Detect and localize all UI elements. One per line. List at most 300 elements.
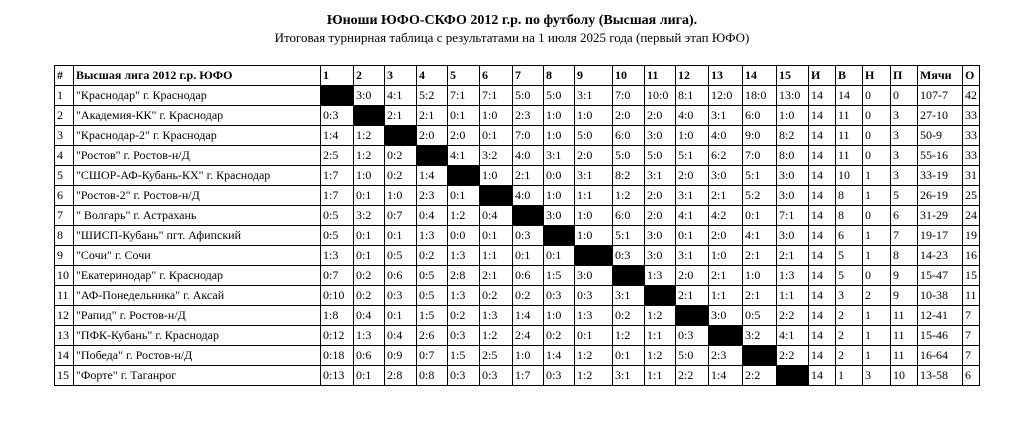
goals-cell: 27-10 <box>918 106 963 126</box>
result-cell: 3:1 <box>676 186 709 206</box>
result-cell: 1:2 <box>645 346 676 366</box>
team-name-cell: "Сочи" г. Сочи <box>74 246 321 266</box>
team-name-cell: "Рапид" г. Ростов-н/Д <box>74 306 321 326</box>
result-cell: 0:4 <box>480 206 513 226</box>
result-cell: 0:5 <box>385 246 417 266</box>
won-cell: 8 <box>836 206 863 226</box>
diagonal-cell <box>777 366 809 386</box>
result-cell: 1:2 <box>575 366 613 386</box>
diagonal-cell <box>743 346 777 366</box>
result-cell: 1:0 <box>709 246 743 266</box>
result-cell: 4:0 <box>709 126 743 146</box>
result-cell: 3:1 <box>544 146 575 166</box>
result-cell: 0:5 <box>743 306 777 326</box>
goals-cell: 15-47 <box>918 266 963 286</box>
column-header: 11 <box>645 66 676 86</box>
place-cell: 3 <box>55 126 74 146</box>
result-cell: 0:0 <box>448 226 480 246</box>
table-row <box>55 166 980 186</box>
place-cell: 1 <box>55 86 74 106</box>
played-cell: 14 <box>809 186 836 206</box>
result-cell: 0:2 <box>480 286 513 306</box>
result-cell: 3:0 <box>575 266 613 286</box>
place-cell: 5 <box>55 166 74 186</box>
team-name-cell: "АФ-Понедельника" г. Аксай <box>74 286 321 306</box>
played-cell: 14 <box>809 326 836 346</box>
column-header: 8 <box>544 66 575 86</box>
result-cell: 1:2 <box>613 186 645 206</box>
drawn-cell: 1 <box>863 306 891 326</box>
table-row <box>55 306 980 326</box>
result-cell: 0:3 <box>448 366 480 386</box>
column-header: 9 <box>575 66 613 86</box>
result-cell: 1:0 <box>544 306 575 326</box>
result-cell: 0:4 <box>417 206 448 226</box>
result-cell: 5:2 <box>417 86 448 106</box>
result-cell: 2:0 <box>613 106 645 126</box>
played-cell: 14 <box>809 266 836 286</box>
goals-cell: 55-16 <box>918 146 963 166</box>
result-cell: 1:2 <box>645 306 676 326</box>
result-cell: 2:1 <box>743 246 777 266</box>
column-header: О <box>963 66 980 86</box>
result-cell: 2:2 <box>743 366 777 386</box>
played-cell: 14 <box>809 366 836 386</box>
points-cell: 11 <box>963 286 980 306</box>
lost-cell: 5 <box>891 186 918 206</box>
result-cell: 5:0 <box>676 346 709 366</box>
result-cell: 2:0 <box>417 126 448 146</box>
result-cell: 4:1 <box>777 326 809 346</box>
team-name-cell: "Ростов-2" г. Ростов-н/Д <box>74 186 321 206</box>
won-cell: 8 <box>836 186 863 206</box>
diagonal-cell <box>321 86 354 106</box>
result-cell: 2:2 <box>777 306 809 326</box>
played-cell: 14 <box>809 126 836 146</box>
played-cell: 14 <box>809 146 836 166</box>
table-row <box>55 186 980 206</box>
result-cell: 1:0 <box>676 126 709 146</box>
result-cell: 2:1 <box>709 186 743 206</box>
result-cell: 1:3 <box>448 286 480 306</box>
result-cell: 0:3 <box>544 286 575 306</box>
result-cell: 1:0 <box>354 166 385 186</box>
result-cell: 3:1 <box>709 106 743 126</box>
result-cell: 3:0 <box>645 226 676 246</box>
result-cell: 1:2 <box>480 326 513 346</box>
team-name-cell: "Ростов" г. Ростов-н/Д <box>74 146 321 166</box>
result-cell: 0:2 <box>385 166 417 186</box>
played-cell: 14 <box>809 206 836 226</box>
place-cell: 15 <box>55 366 74 386</box>
result-cell: 18:0 <box>743 86 777 106</box>
result-cell: 6:2 <box>709 146 743 166</box>
points-cell: 33 <box>963 126 980 146</box>
result-cell: 2:3 <box>417 186 448 206</box>
result-cell: 1:1 <box>645 326 676 346</box>
lost-cell: 7 <box>891 226 918 246</box>
table-row <box>55 366 980 386</box>
goals-cell: 26-19 <box>918 186 963 206</box>
points-cell: 31 <box>963 166 980 186</box>
result-cell: 1:0 <box>544 126 575 146</box>
result-cell: 1:1 <box>480 246 513 266</box>
played-cell: 14 <box>809 246 836 266</box>
points-cell: 16 <box>963 246 980 266</box>
result-cell: 0:2 <box>417 246 448 266</box>
result-cell: 0:4 <box>385 326 417 346</box>
result-cell: 0:13 <box>321 366 354 386</box>
result-cell: 3:0 <box>645 246 676 266</box>
result-cell: 3:1 <box>613 286 645 306</box>
result-cell: 1:3 <box>777 266 809 286</box>
column-header: 15 <box>777 66 809 86</box>
result-cell: 0:1 <box>676 226 709 246</box>
result-cell: 9:0 <box>743 126 777 146</box>
result-cell: 2:5 <box>480 346 513 366</box>
column-header: 3 <box>385 66 417 86</box>
place-cell: 4 <box>55 146 74 166</box>
drawn-cell: 1 <box>863 186 891 206</box>
table-row <box>55 346 980 366</box>
points-cell: 7 <box>963 326 980 346</box>
result-cell: 1:1 <box>777 286 809 306</box>
result-cell: 4:1 <box>676 206 709 226</box>
result-cell: 2:3 <box>513 106 544 126</box>
team-name-cell: "Краснодар" г. Краснодар <box>74 86 321 106</box>
result-cell: 1:4 <box>544 346 575 366</box>
result-cell: 2:8 <box>448 266 480 286</box>
result-cell: 0:1 <box>354 226 385 246</box>
table-row <box>55 286 980 306</box>
result-cell: 1:2 <box>613 326 645 346</box>
table-row <box>55 246 980 266</box>
result-cell: 1:7 <box>321 186 354 206</box>
result-cell: 2:3 <box>709 346 743 366</box>
drawn-cell: 1 <box>863 246 891 266</box>
drawn-cell: 1 <box>863 166 891 186</box>
result-cell: 0:3 <box>448 326 480 346</box>
played-cell: 14 <box>809 346 836 366</box>
result-cell: 0:7 <box>417 346 448 366</box>
result-cell: 0:7 <box>385 206 417 226</box>
result-cell: 2:1 <box>777 246 809 266</box>
result-cell: 1:3 <box>448 246 480 266</box>
result-cell: 2:0 <box>575 146 613 166</box>
won-cell: 5 <box>836 266 863 286</box>
place-cell: 6 <box>55 186 74 206</box>
points-cell: 7 <box>963 346 980 366</box>
result-cell: 2:1 <box>385 106 417 126</box>
result-cell: 0:2 <box>544 326 575 346</box>
diagonal-cell <box>709 326 743 346</box>
result-cell: 3:1 <box>645 166 676 186</box>
result-cell: 1:0 <box>480 166 513 186</box>
team-name-cell: "Форте" г. Таганрог <box>74 366 321 386</box>
points-cell: 6 <box>963 366 980 386</box>
result-cell: 0:3 <box>575 286 613 306</box>
result-cell: 6:0 <box>743 106 777 126</box>
result-cell: 3:0 <box>777 186 809 206</box>
result-cell: 0:2 <box>613 306 645 326</box>
won-cell: 2 <box>836 306 863 326</box>
lost-cell: 11 <box>891 346 918 366</box>
result-cell: 3:2 <box>354 206 385 226</box>
result-cell: 0:1 <box>448 106 480 126</box>
document-subtitle: Итоговая турнирная таблица с результатами на 1 июля 2025 года (первый этап ЮФО) <box>274 30 750 45</box>
result-cell: 0:3 <box>613 246 645 266</box>
lost-cell: 9 <box>891 286 918 306</box>
result-cell: 0:3 <box>676 326 709 346</box>
table-row <box>55 266 980 286</box>
place-cell: 7 <box>55 206 74 226</box>
result-cell: 3:1 <box>575 86 613 106</box>
diagonal-cell <box>645 286 676 306</box>
team-name-cell: "Победа" г. Ростов-н/Д <box>74 346 321 366</box>
result-cell: 4:0 <box>513 186 544 206</box>
won-cell: 3 <box>836 286 863 306</box>
result-cell: 0:1 <box>480 226 513 246</box>
result-cell: 2:0 <box>645 106 676 126</box>
column-header: 10 <box>613 66 645 86</box>
result-cell: 0:2 <box>448 306 480 326</box>
won-cell: 10 <box>836 166 863 186</box>
place-cell: 11 <box>55 286 74 306</box>
result-cell: 4:1 <box>743 226 777 246</box>
result-cell: 0:5 <box>417 266 448 286</box>
goals-cell: 12-41 <box>918 306 963 326</box>
result-cell: 2:5 <box>321 146 354 166</box>
diagonal-cell <box>385 126 417 146</box>
result-cell: 0:10 <box>321 286 354 306</box>
result-cell: 2:0 <box>709 226 743 246</box>
result-cell: 3:0 <box>777 166 809 186</box>
result-cell: 7:0 <box>743 146 777 166</box>
column-header: 14 <box>743 66 777 86</box>
result-cell: 3:2 <box>743 326 777 346</box>
column-header: В <box>836 66 863 86</box>
lost-cell: 8 <box>891 246 918 266</box>
result-cell: 0:6 <box>513 266 544 286</box>
result-cell: 3:2 <box>480 146 513 166</box>
team-name-cell: "Екатеринодар" г. Краснодар <box>74 266 321 286</box>
result-cell: 5:0 <box>613 146 645 166</box>
points-cell: 42 <box>963 86 980 106</box>
drawn-cell: 2 <box>863 286 891 306</box>
drawn-cell: 0 <box>863 86 891 106</box>
result-cell: 3:1 <box>575 166 613 186</box>
result-cell: 1:0 <box>743 266 777 286</box>
points-cell: 15 <box>963 266 980 286</box>
drawn-cell: 0 <box>863 266 891 286</box>
result-cell: 0:2 <box>513 286 544 306</box>
result-cell: 2:2 <box>777 346 809 366</box>
place-cell: 8 <box>55 226 74 246</box>
result-cell: 0:5 <box>321 206 354 226</box>
result-cell: 2:0 <box>676 166 709 186</box>
table-row <box>55 106 980 126</box>
won-cell: 6 <box>836 226 863 246</box>
result-cell: 0:1 <box>513 246 544 266</box>
column-header: 7 <box>513 66 544 86</box>
result-cell: 0:1 <box>743 206 777 226</box>
won-cell: 11 <box>836 106 863 126</box>
result-cell: 1:3 <box>354 326 385 346</box>
diagonal-cell <box>513 206 544 226</box>
result-cell: 0:1 <box>385 226 417 246</box>
result-cell: 13:0 <box>777 86 809 106</box>
place-cell: 13 <box>55 326 74 346</box>
table-row <box>55 206 980 226</box>
drawn-cell: 3 <box>863 366 891 386</box>
lost-cell: 3 <box>891 146 918 166</box>
team-name-cell: "Академия-КК" г. Краснодар <box>74 106 321 126</box>
result-cell: 1:2 <box>448 206 480 226</box>
result-cell: 2:0 <box>645 206 676 226</box>
result-cell: 2:0 <box>676 266 709 286</box>
result-cell: 0:1 <box>544 246 575 266</box>
document-title: Юноши ЮФО-СКФО 2012 г.р. по футболу (Высшая лига). <box>326 13 698 28</box>
result-cell: 1:7 <box>513 366 544 386</box>
result-cell: 5:1 <box>676 146 709 166</box>
result-cell: 1:0 <box>480 106 513 126</box>
result-cell: 1:0 <box>544 186 575 206</box>
team-name-cell: "Краснодар-2" г. Краснодар <box>74 126 321 146</box>
result-cell: 2:1 <box>709 266 743 286</box>
result-cell: 0:1 <box>354 186 385 206</box>
place-cell: 12 <box>55 306 74 326</box>
result-cell: 1:5 <box>417 306 448 326</box>
result-cell: 1:4 <box>417 166 448 186</box>
result-cell: 3:0 <box>645 126 676 146</box>
result-cell: 4:1 <box>448 146 480 166</box>
place-cell: 9 <box>55 246 74 266</box>
result-cell: 6:0 <box>613 126 645 146</box>
result-cell: 7:1 <box>448 86 480 106</box>
drawn-cell: 1 <box>863 326 891 346</box>
team-name-cell: "ШИСП-Кубань" пгт. Афипский <box>74 226 321 246</box>
result-cell: 5:0 <box>645 146 676 166</box>
result-cell: 7:1 <box>777 206 809 226</box>
result-cell: 0:3 <box>385 286 417 306</box>
place-cell: 2 <box>55 106 74 126</box>
result-cell: 0:4 <box>354 306 385 326</box>
diagonal-cell <box>575 246 613 266</box>
won-cell: 2 <box>836 326 863 346</box>
result-cell: 2:4 <box>513 326 544 346</box>
result-cell: 1:5 <box>448 346 480 366</box>
result-cell: 1:2 <box>575 346 613 366</box>
result-cell: 4:1 <box>385 86 417 106</box>
result-cell: 1:8 <box>321 306 354 326</box>
table-header-row <box>55 66 980 86</box>
result-cell: 1:0 <box>544 106 575 126</box>
result-cell: 0:1 <box>448 186 480 206</box>
result-cell: 0:2 <box>354 266 385 286</box>
result-cell: 1:0 <box>385 186 417 206</box>
lost-cell: 9 <box>891 266 918 286</box>
result-cell: 5:0 <box>575 126 613 146</box>
place-cell: 14 <box>55 346 74 366</box>
goals-cell: 15-46 <box>918 326 963 346</box>
column-header: 5 <box>448 66 480 86</box>
points-cell: 25 <box>963 186 980 206</box>
won-cell: 5 <box>836 246 863 266</box>
column-header: 2 <box>354 66 385 86</box>
won-cell: 14 <box>836 86 863 106</box>
result-cell: 1:0 <box>575 106 613 126</box>
result-cell: 0:3 <box>480 366 513 386</box>
result-cell: 0:3 <box>321 106 354 126</box>
result-cell: 0:1 <box>354 366 385 386</box>
result-cell: 0:5 <box>321 226 354 246</box>
result-cell: 0:1 <box>385 306 417 326</box>
result-cell: 0:1 <box>354 246 385 266</box>
result-cell: 1:0 <box>513 346 544 366</box>
drawn-cell: 0 <box>863 126 891 146</box>
result-cell: 0:7 <box>321 266 354 286</box>
result-cell: 1:0 <box>575 206 613 226</box>
column-header: 4 <box>417 66 448 86</box>
drawn-cell: 0 <box>863 106 891 126</box>
drawn-cell: 1 <box>863 346 891 366</box>
result-cell: 2:1 <box>417 106 448 126</box>
goals-cell: 19-17 <box>918 226 963 246</box>
column-header: # <box>55 66 74 86</box>
won-cell: 2 <box>836 346 863 366</box>
result-cell: 1:2 <box>354 126 385 146</box>
goals-cell: 33-19 <box>918 166 963 186</box>
team-name-cell: "ПФК-Кубань" г. Краснодар <box>74 326 321 346</box>
result-cell: 3:0 <box>709 166 743 186</box>
lost-cell: 3 <box>891 106 918 126</box>
result-cell: 0:2 <box>354 286 385 306</box>
played-cell: 14 <box>809 226 836 246</box>
result-cell: 0:0 <box>544 166 575 186</box>
goals-cell: 14-23 <box>918 246 963 266</box>
result-cell: 3:0 <box>777 226 809 246</box>
column-header: И <box>809 66 836 86</box>
result-cell: 2:0 <box>645 186 676 206</box>
drawn-cell: 0 <box>863 206 891 226</box>
result-cell: 2:1 <box>480 266 513 286</box>
result-cell: 2:1 <box>676 286 709 306</box>
diagonal-cell <box>354 106 385 126</box>
column-header: П <box>891 66 918 86</box>
result-cell: 0:9 <box>385 346 417 366</box>
column-header: Н <box>863 66 891 86</box>
played-cell: 14 <box>809 86 836 106</box>
drawn-cell: 0 <box>863 146 891 166</box>
goals-cell: 50-9 <box>918 126 963 146</box>
result-cell: 0:2 <box>385 146 417 166</box>
result-cell: 0:8 <box>417 366 448 386</box>
result-cell: 7:0 <box>513 126 544 146</box>
goals-cell: 16-64 <box>918 346 963 366</box>
place-cell: 10 <box>55 266 74 286</box>
diagonal-cell <box>676 306 709 326</box>
points-cell: 33 <box>963 106 980 126</box>
lost-cell: 3 <box>891 166 918 186</box>
team-name-cell: "СШОР-АФ-Кубань-КХ" г. Краснодар <box>74 166 321 186</box>
result-cell: 8:2 <box>777 126 809 146</box>
diagonal-cell <box>480 186 513 206</box>
column-header: Высшая лига 2012 г.р. ЮФО <box>74 66 321 86</box>
result-cell: 2:2 <box>676 366 709 386</box>
played-cell: 14 <box>809 306 836 326</box>
played-cell: 14 <box>809 166 836 186</box>
points-cell: 24 <box>963 206 980 226</box>
